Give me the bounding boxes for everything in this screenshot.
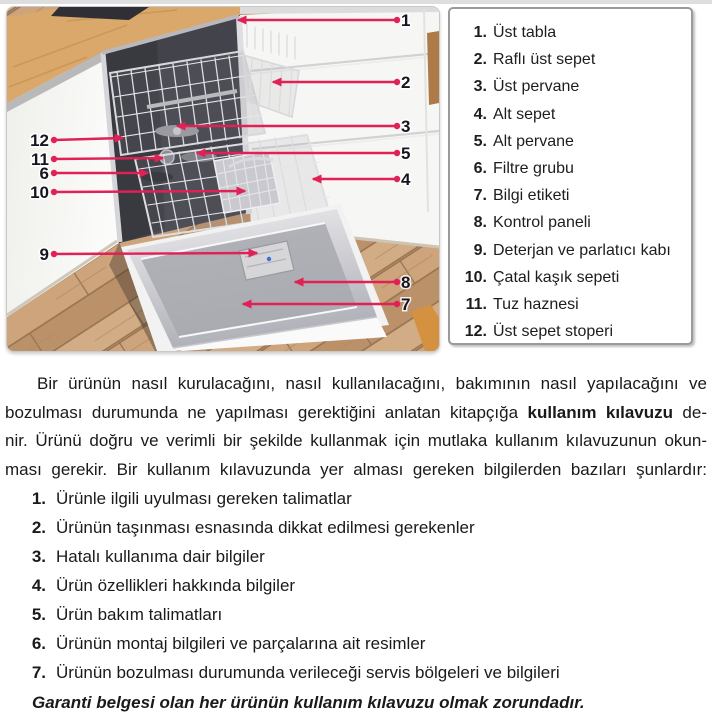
callout-number-6: 6 [39, 164, 49, 183]
legend-item-label: Bilgi etiketi [493, 187, 570, 205]
legend-item [460, 46, 687, 73]
legend-item [460, 73, 687, 100]
callout-number-7: 7 [401, 295, 411, 314]
legend-item-number: 8. [473, 214, 487, 232]
legend-item-number: 1. [473, 24, 487, 41]
warranty-note: Garanti belgesi olan her ürünün kullanım kılavuzu olmak zorundadır. [32, 693, 585, 713]
cutlery-basket [214, 151, 280, 213]
legend-item-label: Kontrol paneli [493, 214, 591, 232]
dishwasher-illustration [7, 7, 439, 351]
upper-spray-hub [173, 127, 181, 135]
legend-item-label: Tuz haznesi [493, 296, 579, 314]
list-item-text: Ürünle ilgili uyulması gereken talimatlar [56, 489, 352, 509]
legend-item-number: 2. [473, 51, 487, 69]
paragraph-line: Bir ürünün nasıl kurulacağını, nasıl kullanılacağını, bakımının nasıl yapılacağını ve [37, 374, 707, 393]
callout-number-3: 3 [401, 117, 411, 136]
list-item-text: Ürün bakım talimatları [56, 605, 223, 625]
list-item [5, 542, 707, 571]
legend-item-label: Üst tabla [493, 24, 557, 41]
legend-item-label: Filtre grubu [493, 160, 574, 178]
legend-item-number: 5. [473, 132, 487, 150]
legend-item-label: Alt pervane [493, 132, 574, 150]
list-item [5, 658, 707, 687]
list-item-number: 5. [31, 605, 46, 625]
list-item-number: 4. [31, 576, 46, 596]
list-item-number: 6. [31, 634, 46, 654]
legend-item [460, 237, 687, 264]
bold-term: kullanım kılavuzu [527, 402, 673, 422]
list-item [5, 484, 707, 513]
legend-item [460, 128, 687, 155]
paragraph-line: nir. Ürünü doğru ve verimli bir şekilde kullanmak için mutlaka kullanım kılavuzunun okun- [5, 431, 707, 451]
callout-number-11: 11 [31, 150, 49, 169]
legend-item-number: 12. [464, 323, 487, 341]
legend-item-label: Alt sepet [493, 105, 556, 123]
list-item-number: 2. [31, 518, 46, 538]
intro-paragraph [5, 370, 707, 484]
list-item [5, 600, 707, 629]
paragraph-text: bozulması durumunda ne yapılması gerektiğini anlatan kitapçığa [5, 402, 528, 422]
callout-number-8: 8 [401, 273, 411, 292]
list-item-number: 7. [31, 663, 46, 683]
legend-item [460, 101, 687, 128]
legend-item [460, 19, 687, 46]
body-text-section [0, 370, 712, 717]
legend-item-number: 9. [473, 241, 487, 259]
list-item-text: Ürünün taşınması esnasında dikkat edilmesi gerekenler [56, 518, 475, 538]
paragraph-line [5, 399, 707, 428]
page-top-rule [0, 0, 712, 4]
callout-number-2: 2 [401, 73, 411, 92]
legend-item [460, 318, 687, 345]
legend-item-number: 7. [473, 187, 487, 205]
legend-item-number: 6. [473, 160, 487, 178]
list-item [5, 571, 707, 600]
paragraph-text: de- [673, 402, 708, 422]
list-item-text: Hatalı kullanıma dair bilgiler [56, 547, 265, 567]
dishwasher-photo [6, 6, 440, 352]
legend-item-number: 4. [473, 105, 487, 123]
callout-number-9: 9 [39, 245, 49, 264]
manual-contents-list [5, 484, 707, 687]
legend-item-number: 3. [473, 78, 487, 96]
list-item-text: Ürünün montaj bilgileri ve parçalarına ait resimler [56, 634, 426, 654]
list-item-number: 1. [31, 489, 46, 509]
legend-item-number: 11. [465, 296, 487, 314]
callout-number-12: 12 [30, 131, 49, 150]
list-item-text: Ürünün bozulması durumunda verileceği servis bölgeleri ve bilgileri [56, 663, 560, 683]
legend-item [460, 182, 687, 209]
legend-item-label: Üst sepet stoperi [493, 323, 614, 341]
callout-number-4: 4 [401, 170, 411, 189]
list-item [5, 629, 707, 658]
parts-legend-box [448, 7, 693, 345]
paragraph-line: ması gerekir. Bir kullanım kılavuzunda yer alması gereken bilgilerden bazıları şunlardır: [5, 459, 707, 479]
legend-item-label: Deterjan ve parlatıcı kabı [493, 241, 671, 259]
list-item-text: Ürün özellikleri hakkında bilgiler [56, 576, 296, 596]
legend-item [460, 209, 687, 236]
callout-number-10: 10 [30, 183, 49, 202]
list-item-number: 3. [31, 547, 46, 567]
callout-number-1: 1 [401, 11, 411, 30]
legend-item [460, 264, 687, 291]
legend-item-label: Üst pervane [493, 78, 580, 96]
wood-side-strip [427, 31, 439, 105]
legend-item-label: Çatal kaşık sepeti [493, 268, 620, 286]
list-item [5, 513, 707, 542]
legend-item [460, 291, 687, 318]
legend-item-number: 10. [464, 268, 487, 286]
legend-item-label: Raflı üst sepet [493, 51, 596, 69]
callout-number-5: 5 [401, 144, 411, 163]
legend-item [460, 155, 687, 182]
